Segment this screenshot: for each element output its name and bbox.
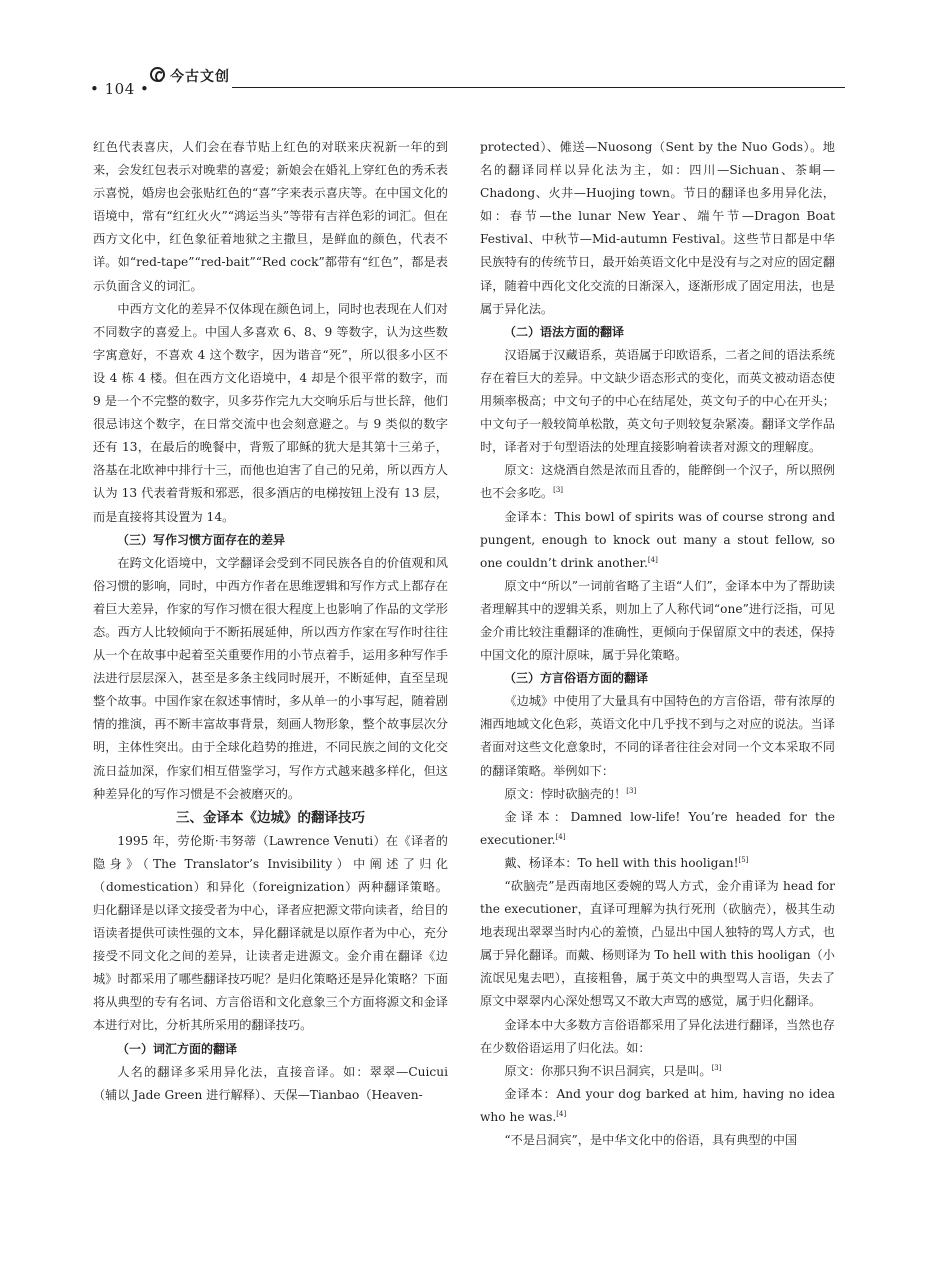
quote-translation xyxy=(480,1083,835,1129)
paragraph: 原文中“所以”一词前省略了主语“人们”，金译本中为了帮助读者理解其中的逻辑关系，则加上了人称代词“one”进行泛指，可见金介甫比较注重翻译的准确性，更倾向于保留原文中的表述，保持中国文化的原汁原味，属于异化策略。 xyxy=(480,578,835,663)
paragraph: “不是吕洞宾”，是中华文化中的俗语，具有典型的中国 xyxy=(504,1133,798,1148)
quote-original xyxy=(480,783,835,806)
citation-ref: [3] xyxy=(553,486,564,495)
paragraph: 人名的翻译多采用异化法，直接音译。如：翠翠—Cuicui（辅以 Jade Green 进行解释）、天保—Tianbao（Heaven- xyxy=(93,1064,448,1102)
quote-original xyxy=(480,1060,835,1083)
paragraph: 1995 年，劳伦斯·韦努蒂（Lawrence Venuti）在《译者的隐身》（The Translator’s Invisibility）中阐述了归化（domestication）和异化（foreignization）两种翻译策略。归化翻译是以译文接受者为中心，译者应把源文带向读者，给目的语读者提供可读性强的文本，异化翻译就是以原作者为中心，充分接受不同文化之间的差异，让读者走进源文。金介甫在翻译《边城》时都采用了哪些翻译技巧呢？是归化策略还是异化策略？下面将从典型的专有名词、方言俗语和文化意象三个方面将源文和金译本进行对比，分析其所采用的翻译技巧。 xyxy=(93,833,448,1033)
journal-name: 今古文创 xyxy=(170,69,230,85)
citation-ref: [3] xyxy=(711,1063,722,1072)
paragraph: 中西方文化的差异不仅体现在颜色词上，同时也表现在人们对不同数字的喜爱上。中国人多喜欢 6、8、9 等数字，认为这些数字寓意好，不喜欢 4 这个数字，因为谐音“死”，所以很多小区不设 4 栋 4 楼。但在西方文化语境中，4 却是个很平常的数字，而 9 是一个不完整的数字，贝多芬作完九大交响乐后与世长辞，他们很忌讳这个数字，在日常交流中也会刻意避之。与 9 类似的数字还有 13，在最后的晚餐中，背叛了耶稣的犹大是其第十三弟子，洛基在北欧神中排行十三，而他也迫害了自己的兄弟，所以西方人认为 13 代表着背叛和邪恶，很多酒店的电梯按钮上没有 13 层，而是直接将其设置为 14。 xyxy=(93,301,448,524)
subsection-heading: （二）语法方面的翻译 xyxy=(504,324,625,339)
quote-text: 原文：这烧酒自然是浓而且香的，能醉倒一个汉子，所以照例也不会多吃。 xyxy=(480,463,835,501)
paragraph: 《边城》中使用了大量具有中国特色的方言俗语，带有浓厚的湘西地域文化色彩，英语文化中几乎找不到与之对应的说法。当译者面对这些文化意象时，不同的译者往往会对同一个文本采取不同的翻译策略。举例如下： xyxy=(480,694,835,778)
citation-ref: [3] xyxy=(626,786,637,795)
paragraph: protected）、傩送—Nuosong（Sent by the Nuo Gods）。地名的翻译同样以异化法为主，如：四川—Sichuan、茶峒—Chadong、火井—Huojing town。节日的翻译也多用异化法，如：春节—the lunar New Year、端午节—Dragon Boat Festival、中秋节—Mid-autumn Festival。这些节日都是中华民族特有的传统节日，最开始英语文化中是没有与之对应的固定翻译，随着中西化文化交流的日渐深入，逐渐形成了固定用法，也是属于异化法。 xyxy=(480,140,835,316)
quote-original xyxy=(480,459,835,505)
page-number: • 104 • xyxy=(90,80,150,98)
paragraph-text: 汉语属于汉藏语系，英语属于印欧语系，二者之间的语法系统存在着巨大的差异。中文缺少语态形式的变化，而英文被动语态使用频率极高；中文句子的中心在结尾处，英文句子的中心在开头；中文句子一般较简单松散，英文句子则较复杂紧凑。翻译文学作品时，译者对于句型语法的处理直接影响着读者对源文的理解度。 xyxy=(480,347,835,455)
page-header xyxy=(90,62,845,96)
paragraph: “砍脑壳”是西南地区委婉的骂人方式，金介甫译为 head for the executioner，直译可理解为执行死刑（砍脑壳），极其生动地表现出翠翠当时内心的羞愤，凸显出中国人独特的骂人方式，也属于异化翻译。而戴、杨则译为 To hell with this hooligan（小流氓见鬼去吧），直接粗鲁，属于英文中的典型骂人言语，失去了原文中翠翠内心深处想骂又不敢大声骂的感觉，属于归化翻译。 xyxy=(480,879,835,1009)
citation-ref: [4] xyxy=(556,1109,567,1118)
right-column xyxy=(480,136,835,1152)
quote-text: 金译本：Damned low-life! You’re headed for the executioner. xyxy=(480,809,835,847)
quote-translation xyxy=(480,506,835,575)
citation-ref: [5] xyxy=(738,855,749,864)
quote-text: 金译本：This bowl of spirits was of course strong and pungent, enough to knock out many a stout fellow, so one couldn’t drink another. xyxy=(480,509,835,570)
left-column xyxy=(93,136,448,1107)
paragraph: 红色代表喜庆，人们会在春节贴上红色的对联来庆祝新一年的到来，会发红包表示对晚辈的喜爱；新娘会在婚礼上穿红色的秀禾表示喜悦，婚房也会张贴红色的“喜”字来表示喜庆等。在中国文化的语境中，常有“红红火火”“鸿运当头”等带有吉祥色彩的词汇。但在西方文化中，红色象征着地狱之主撒旦，是鲜血的颜色，代表不详。如“red-tape”“red-bait”“Red cock”都带有“红色”，都是表示负面含义的词汇。 xyxy=(93,140,448,293)
paragraph xyxy=(480,344,835,459)
paragraph: 在跨文化语境中，文学翻译会受到不同民族各自的价值观和风俗习惯的影响，同时，中西方作者在思维逻辑和写作方式上都存在着巨大差异，作家的写作习惯在很大程度上也影响了作品的文学形态。西方人比较倾向于不断拓展延伸，所以西方作家在写作时往往从一个在故事中起着至关重要作用的小节点着手，运用多种写作手法进行层层深入，甚至是多条主线同时展开，不断延伸，直至呈现整个故事。中国作家在叙述事情时，多从单一的小事写起，随着剧情的推演，再不断丰富故事背景，刻画人物形象，整个故事层次分明，主体性突出。由于全球化趋势的推进，不同民族之间的文化交流日益加深，作家们相互借鉴学习，写作方式越来越多样化，但这种差异化的写作习惯是不会被磨灭的。 xyxy=(93,555,448,801)
citation-ref: [4] xyxy=(555,832,566,841)
subsection-heading: （一）词汇方面的翻译 xyxy=(117,1041,238,1056)
quote-translation xyxy=(480,806,835,852)
quote-text: 金译本：And your dog barked at him, having no idea who he was. xyxy=(480,1086,835,1124)
quote-translation xyxy=(480,852,835,875)
subsection-heading: （三）写作习惯方面存在的差异 xyxy=(117,532,286,547)
header-rule xyxy=(232,87,845,88)
quote-text: 原文：你那只狗不识吕洞宾，只是叫。 xyxy=(504,1063,712,1078)
paragraph: 金译本中大多数方言俗语都采用了异化法进行翻译，当然也存在少数俗语运用了归化法。如： xyxy=(480,1017,835,1055)
journal-logo-icon xyxy=(150,67,165,82)
subsection-heading: （三）方言俗语方面的翻译 xyxy=(504,671,649,686)
citation-ref: [4] xyxy=(647,555,658,564)
section-heading: 三、金译本《边城》的翻译技巧 xyxy=(176,809,365,826)
quote-text: 戴、杨译本：To hell with this hooligan! xyxy=(504,855,739,870)
quote-text: 原文：悖时砍脑壳的！ xyxy=(504,786,627,801)
